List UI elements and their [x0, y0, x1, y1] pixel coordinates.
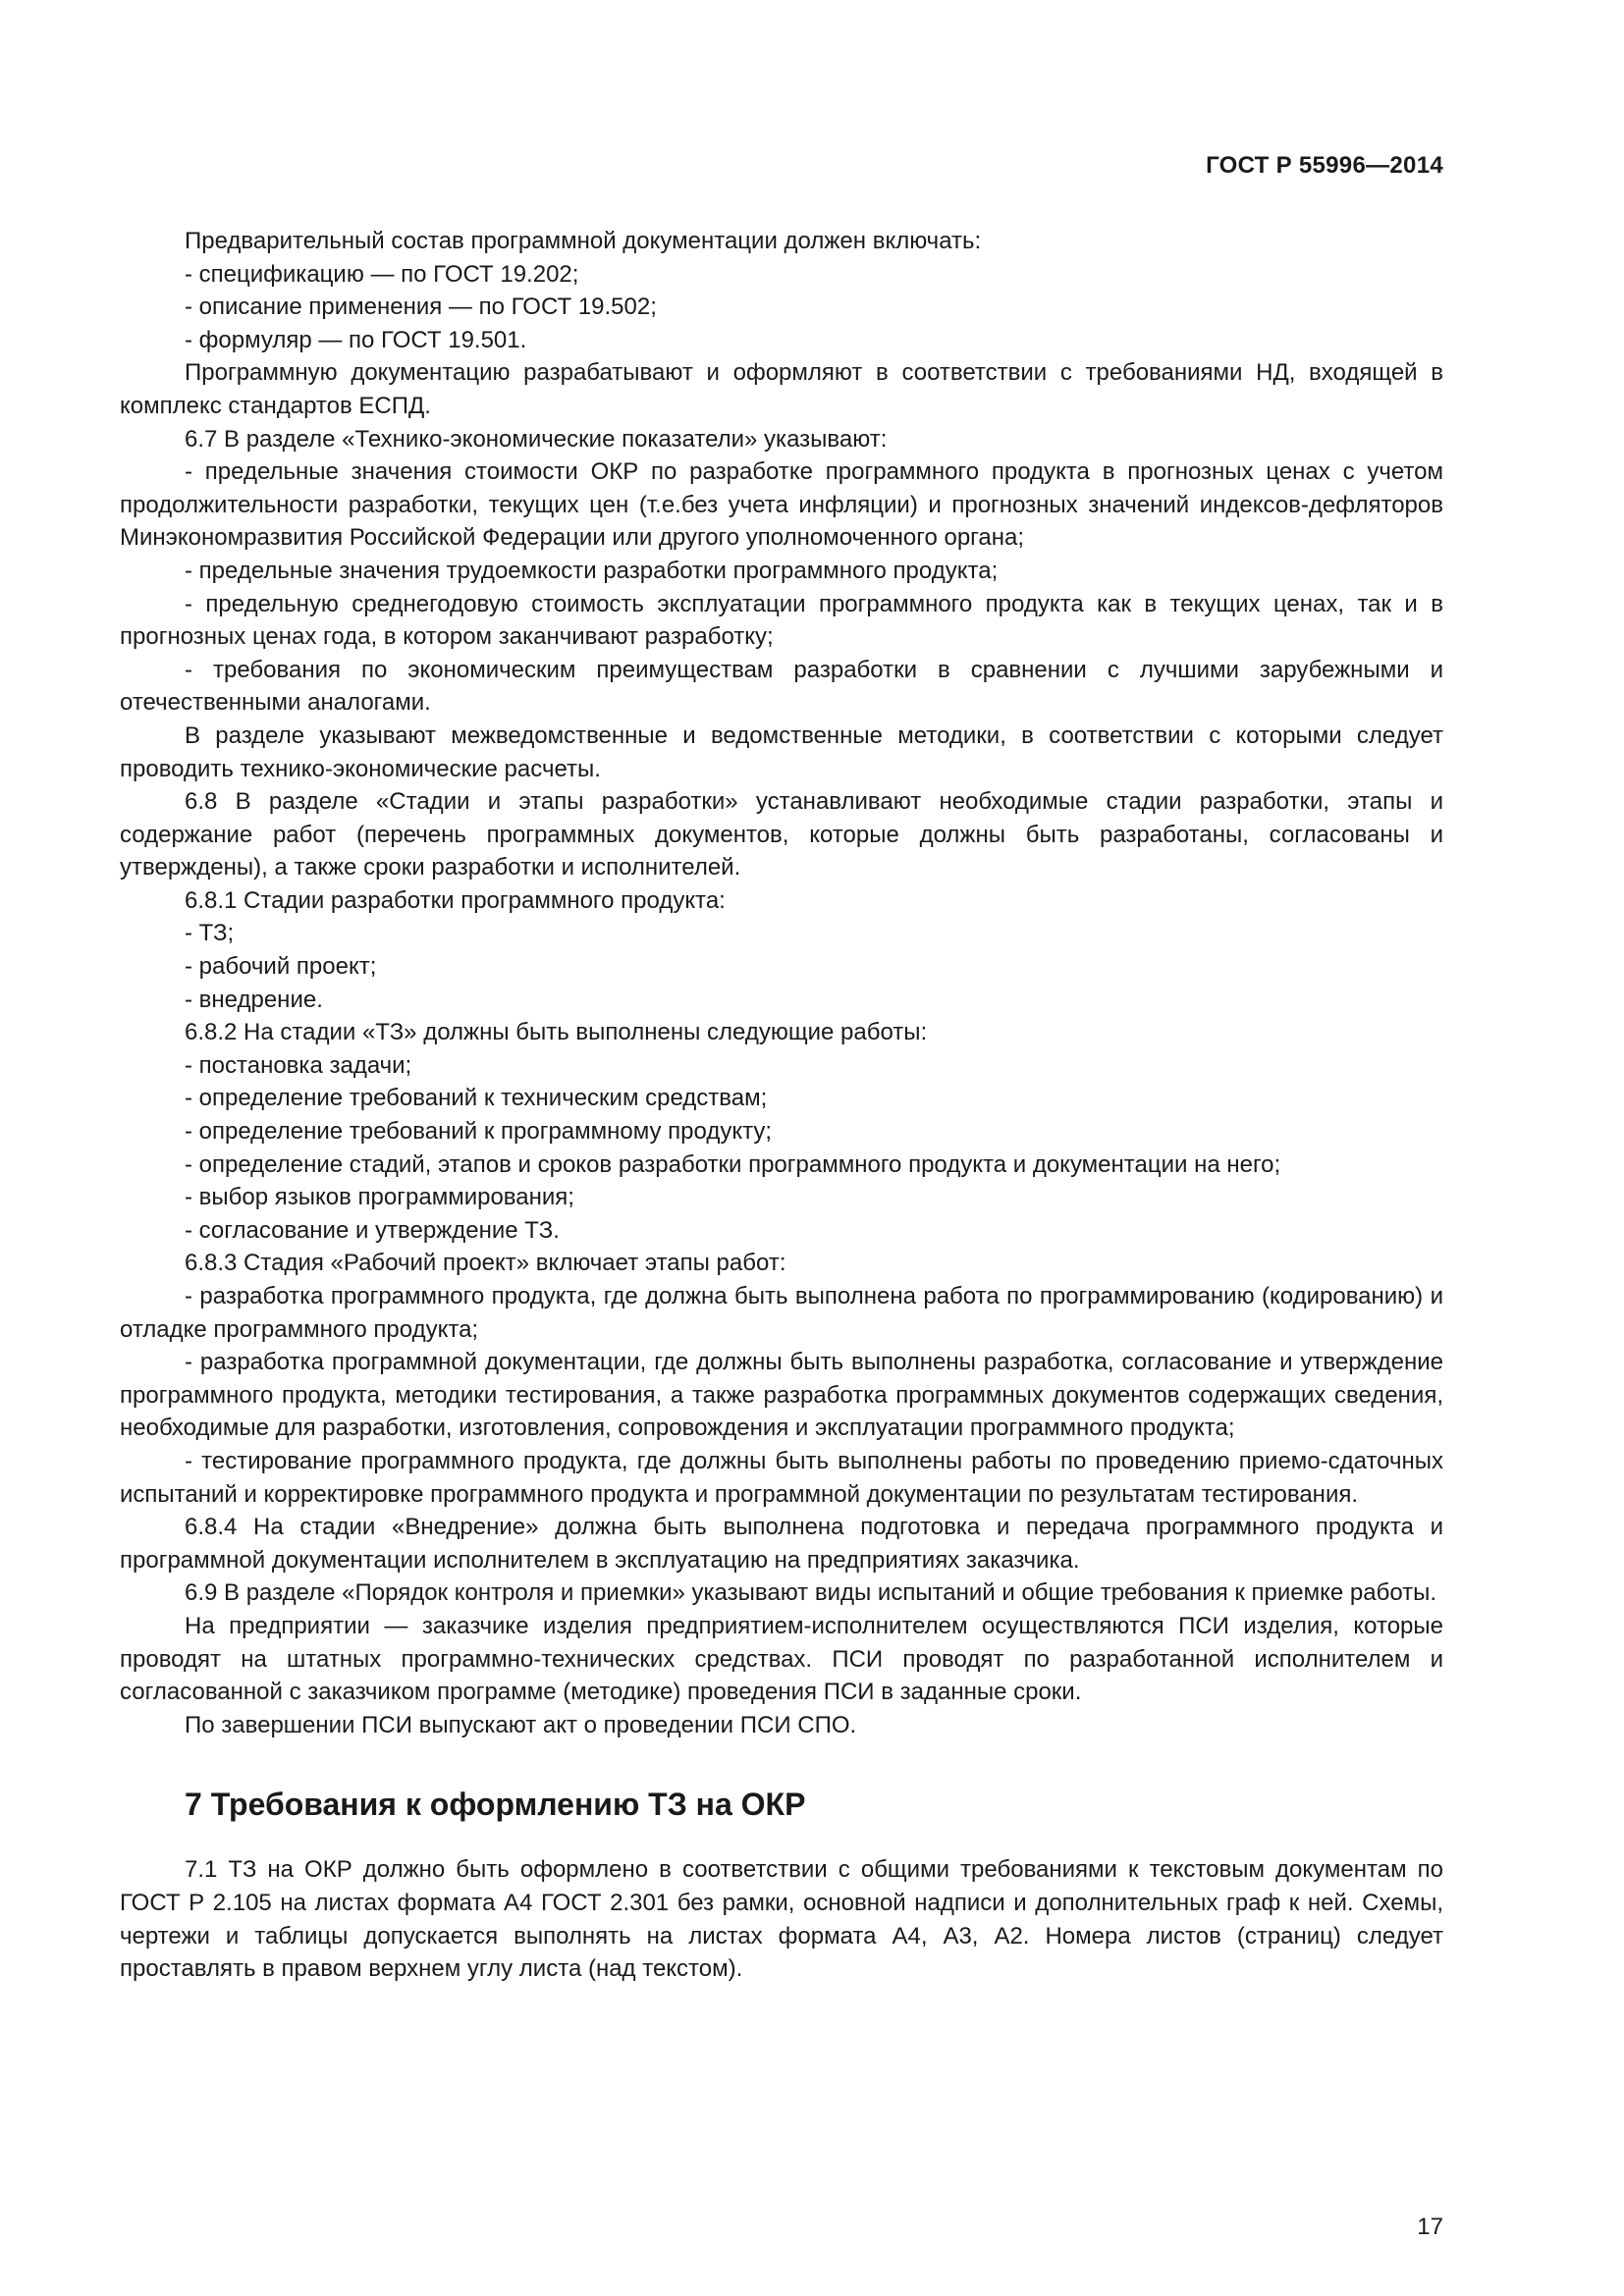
- paragraph: Предварительный состав программной документации должен включать:: [185, 228, 982, 254]
- list-item: - предельные значения трудоемкости разработки программного продукта;: [185, 557, 999, 584]
- clause-6-8: 6.8 В разделе «Стадии и этапы разработки» устанавливают необходимые стадии разработки, этапы и содержание работ (перечень программных документов, которые должны быть разработаны, согласованы и утверждены), а также сроки разработки и исполнителей.: [120, 788, 1443, 881]
- list-item: - определение стадий, этапов и сроков разработки программного продукта и документации на него;: [185, 1150, 1281, 1178]
- clause-7-1: 7.1 ТЗ на ОКР должно быть оформлено в соответствии с общими требованиями к текстовым документам по ГОСТ Р 2.105 на листах формата А4 ГОСТ 2.301 без рамки, основной надписи и дополнительных граф к ней. Схемы, чертежи и таблицы допускается выполнять на листах формата А4, А3, А2. Номера листов (страниц) следует проставлять в правом верхнем углу листа (над текстом).: [120, 1856, 1443, 1983]
- list-item: - выбор языков программирования;: [185, 1184, 574, 1211]
- list-item: - ТЗ;: [185, 920, 235, 947]
- clause-6-8-1: 6.8.1 Стадии разработки программного продукта:: [185, 886, 726, 914]
- paragraph: В разделе указывают межведомственные и ведомственные методики, в соответствии с которыми следует проводить технико-экономические расчеты.: [120, 721, 1443, 782]
- clause-6-9: 6.9 В разделе «Порядок контроля и приемки» указывают виды испытаний и общие требования к приемке работы.: [185, 1579, 1437, 1607]
- list-item: - определение требований к программному продукту;: [185, 1118, 773, 1146]
- list-item: - рабочий проект;: [185, 953, 377, 981]
- list-item: - формуляр — по ГОСТ 19.501.: [185, 326, 527, 353]
- paragraph: По завершении ПСИ выпускают акт о проведении ПСИ СПО.: [185, 1711, 857, 1738]
- clause-6-7: 6.7 В разделе «Технико-экономические показатели» указывают:: [185, 425, 888, 453]
- list-item: - требования по экономическим преимуществам разработки в сравнении с лучшими зарубежными и отечественными аналогами.: [120, 656, 1443, 717]
- list-item: - спецификацию — по ГОСТ 19.202;: [185, 260, 579, 288]
- paragraph: На предприятии — заказчике изделия предприятием-исполнителем осуществляются ПСИ изделия, которые проводят на штатных программно-технических средствах. ПСИ проводят по разработанной исполнителем и согласованной с заказчиком программе (методике) проведения ПСИ в заданные сроки.: [120, 1612, 1443, 1706]
- list-item: - предельные значения стоимости ОКР по разработке программного продукта в прогнозных ценах с учетом продолжительности разработки, текущих цен (т.е.без учета инфляции) и прогнозных значений индексов-дефляторов Минэкономразвития Российской Федерации или другого уполномоченного органа;: [120, 458, 1443, 552]
- list-item: - согласование и утверждение ТЗ.: [185, 1216, 560, 1244]
- clause-6-8-3: 6.8.3 Стадия «Рабочий проект» включает этапы работ:: [185, 1250, 786, 1277]
- list-item: - разработка программной документации, где должны быть выполнены разработка, согласование и утверждение программного продукта, методики тестирования, а также разработка программных документов содержащих сведения, необходимые для разработки, изготовления, сопровождения и эксплуатации программного продукта;: [120, 1349, 1443, 1442]
- list-item: - тестирование программного продукта, где должны быть выполнены работы по проведению приемо-сдаточных испытаний и корректировке программного продукта и программной документации по результатам тестирования.: [120, 1447, 1443, 1508]
- document-body: [120, 225, 1443, 1986]
- standard-designation: ГОСТ Р 55996—2014: [1206, 152, 1443, 179]
- clause-6-8-4: 6.8.4 На стадии «Внедрение» должна быть выполнена подготовка и передача программного продукта и программной документации исполнителем в эксплуатацию на предприятиях заказчика.: [120, 1514, 1443, 1574]
- list-item: - определение требований к техническим средствам;: [185, 1085, 768, 1112]
- list-item: - разработка программного продукта, где должна быть выполнена работа по программированию (кодированию) и отладке программного продукта;: [120, 1283, 1443, 1343]
- clause-6-8-2: 6.8.2 На стадии «ТЗ» должны быть выполнены следующие работы:: [185, 1019, 928, 1046]
- list-item: - описание применения — по ГОСТ 19.502;: [185, 294, 657, 321]
- list-item: - постановка задачи;: [185, 1051, 412, 1079]
- list-item: - предельную среднегодовую стоимость эксплуатации программного продукта как в текущих ценах, так и в прогнозных ценах года, в котором заканчивают разработку;: [120, 590, 1443, 651]
- section-title: 7 Требования к оформлению ТЗ на ОКР: [185, 1787, 806, 1823]
- page-number: 17: [1417, 2214, 1443, 2240]
- paragraph: Программную документацию разрабатывают и оформляют в соответствии с требованиями НД, входящей в комплекс стандартов ЕСПД.: [120, 359, 1443, 419]
- list-item: - внедрение.: [185, 986, 323, 1013]
